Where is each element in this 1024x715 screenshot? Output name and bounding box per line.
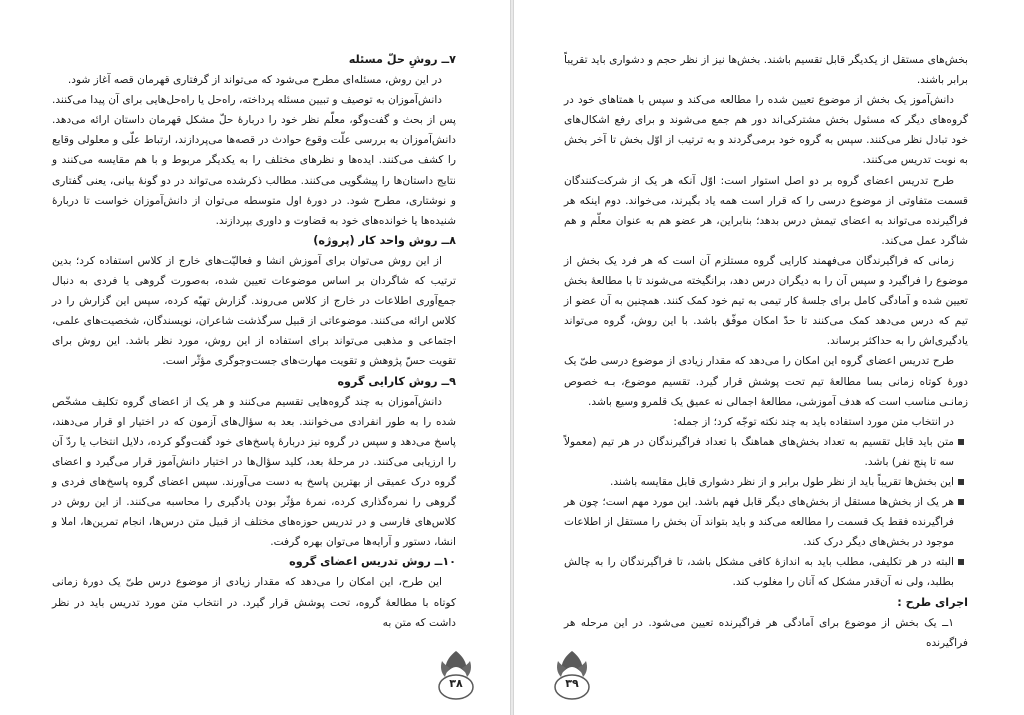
- paragraph: طرح تدریس اعضای گروه بر دو اصل استوار است: اوّل آنکه هر یک از شرکت‌کنندگان قسمت متفاوتی از موضوع درسی را که قرار است همه یاد بگیرند، می‌خواند. دوم اینکه هر فراگیرنده می‌تواند به اعضای تیمش درس بدهد؛ بنابراین، هر عضو هم به عنوان معلّم و هم شاگرد عمل می‌کند.: [564, 174, 968, 247]
- bullet-square-icon: [958, 499, 964, 505]
- bullet-square-icon: [958, 439, 964, 445]
- heading-execution: اجرای طرح :: [897, 595, 968, 609]
- heading-method-10: ۱۰ــ روش تدریس اعضای گروه: [289, 555, 456, 569]
- leaf-ornament-icon: [436, 647, 476, 701]
- left-page: [0, 0, 510, 715]
- paragraph: در این روش، مسئله‌ای مطرح می‌شود که می‌تواند از گرفتاری قهرمان قصه آغاز شود.: [67, 74, 442, 87]
- page-number-badge: [552, 647, 592, 701]
- heading-method-8: ۸ــ روش واحد کار (پروژه): [313, 233, 456, 247]
- bullet-item: این بخش‌ها تقریباً باید از نظر طول برابر و از نظر دشواری قابل مقایسه باشند.: [564, 472, 968, 492]
- page-number: ۳۹: [565, 677, 579, 690]
- bullet-square-icon: [958, 559, 964, 565]
- paragraph: دانش‌آموز یک بخش از موضوع تعیین شده را مطالعه می‌کند و سپس با همتاهای خود در گروه‌های دیگر که مسئول بخش مشترکی‌اند دور هم جمع می‌شوند و برای رفع اشکال‌های خود تبادل نظر می‌کنند. سپس به گروه خود برمی‌گردند و به ترتیب از اوّل بخش تا آخر بخش به نوبت تدریس می‌کنند.: [564, 94, 968, 167]
- paragraph: دانش‌آموزان به توصیف و تبیین مسئله پرداخته، راه‌حل یا راه‌حل‌هایی برای آن پیدا می‌کنند. پس از بحث و گفت‌وگو، معلّم نظر خود را دربارهٔ حلّ مشکل قهرمان داستان ارائه می‌دهد. دانش‌آموزان به بررسی علّت وقوع حوادث در قصه‌ها می‌پردازند، ارتباط علّی و معلولی وقایع را کشف می‌کنند. ایده‌ها و نظرهای مختلف را به یکدیگر مربوط و با هم مقایسه می‌کنند و نتایج داستان‌ها را پیشگویی می‌کنند. مطالب ذکرشده می‌تواند در دو گونهٔ بیانی، یعنی گفتاری و نوشتاری، مطرح شود. در دورهٔ اول متوسطه می‌توان از دانش‌آموزان خواست تا دربارهٔ شنیده‌ها یا خوانده‌های خود به قضاوت و داوری بپردازند.: [52, 94, 456, 227]
- paragraph: بخش‌های مستقل از یکدیگر قابل تقسیم باشند. بخش‌ها نیز از نظر حجم و دشواری باید تقریباً برابر باشند.: [564, 54, 968, 87]
- bullet-item: متن باید قابل تقسیم به تعداد بخش‌های هماهنگ با تعداد فراگیرندگان در هر تیم (معمولاً سه تا پنج نفر) باشد.: [564, 432, 968, 472]
- paragraph: دانش‌آموزان به چند گروه‌هایی تقسیم می‌کنند و هر یک از اعضای گروه تکلیف مشخّص شده را به طور انفرادی می‌خوانند. بعد به سؤال‌های آزمون که در اختیار او قرار می‌دهند، پاسخ می‌دهد و سپس در گروه نیز دربارهٔ پاسخ‌های خود گفت‌وگو کرده، دلایل انتخاب یا ردّ آن را ارزیابی می‌کنند. در مرحلهٔ بعد، کلید سؤال‌ها در اختیار دانش‌آموز قرار می‌گیرد و اعضای گروه درک عمیقی از بهترین پاسخ به دست می‌آورند. سپس اعضای گروه پاسخ‌های فردی و گروهی را نمره‌گذاری کرده، نمرهٔ مؤثّر بودن یادگیری را محاسبه می‌کنند. از این روش در کلاس‌های فارسی و در تدریس حوزه‌های مختلف از قبیل متن درس‌ها، انجام تمرین‌ها، املا و انشا، دستور و آرایه‌ها می‌توان بهره گرفت.: [52, 395, 456, 549]
- page-number: ۳۸: [449, 677, 463, 690]
- bullet-square-icon: [958, 479, 964, 485]
- paragraph: از این روش می‌توان برای آموزش انشا و فعالیّت‌های خارج از کلاس استفاده کرد؛ بدین ترتیب که شاگردان بر اساس موضوعات تعیین شده، به‌صورت گروهی یا فردی به دنبال جمع‌آوری اطلاعات در خارج از کلاس می‌روند. گزارش تهیّه کرده، سپس این گزارش را در کلاس ارائه می‌کنند. موضوعاتی از قبیل سرگذشت شاعران، نویسندگان، شخصیت‌های علمی، اجتماعی و مذهبی می‌تواند برای استفاده از این روش، مورد نظر باشد. این روش برای تقویت حسّ پژوهش و تقویت مهارت‌های جست‌وجوگری مؤثّر است.: [52, 254, 456, 368]
- bullet-item: البته در هر تکلیفی، مطلب باید به اندازهٔ کافی مشکل باشد، تا فراگیرندگان را به چالش بطلبد، ولی نه آن‌قدر مشکل که آنان را مغلوب کند.: [564, 552, 968, 592]
- paragraph: در انتخاب متن مورد استفاده باید به چند نکته توجّه کرد؛ از جمله:: [673, 415, 954, 428]
- heading-method-9: ۹ــ روش کارایی گروه: [337, 374, 456, 388]
- right-page: [514, 0, 1024, 715]
- paragraph: طرح تدریس اعضای گروه این امکان را می‌دهد که مقدار زیادی از موضوع درسی طیّ یک دورهٔ کوتاه زمانی بسا مطالعهٔ تیم تحت پوشش قرار گیرد. تقسیم موضوع، بـه خصوص زمانـی مناسب است که هدف آموزشی، مطالعهٔ اجمالی نه عمیق یک قلمرو وسیع باشد.: [564, 355, 968, 408]
- paragraph: زمانی که فراگیرندگان می‌فهمند کارایی گروه مستلزم آن است که هر فرد یک بخش از موضوع را فراگیرد و سپس آن را به دیگران درس دهد، برانگیخته می‌شوند تا با مطالعهٔ بخش تعیین شده و آمادگی کامل برای جلسهٔ کار تیمی به تیم خود کمک کنند. همچنین به آن عضو از تیم که درس می‌دهد کمک می‌کنند تا حدّ امکان موفّق باشد. با این روش، گروه می‌تواند یادگیری‌اش را به حداکثر برساند.: [564, 254, 968, 348]
- left-page-text: [52, 50, 456, 633]
- leaf-ornament-icon: [552, 647, 592, 701]
- page-number-badge: [436, 647, 476, 701]
- right-page-text: [564, 50, 968, 653]
- bullet-item: هر یک از بخش‌ها مستقل از بخش‌های دیگر قابل فهم باشد. این مورد مهم است؛ چون هر فراگیرنده فقط یک قسمت را مطالعه می‌کند و باید بتواند آن بخش را مستقل از اطلاعات موجود در بخش‌های دیگر درک کند.: [564, 492, 968, 552]
- paragraph: ۱ــ یک بخش از موضوع برای آمادگی هر فراگیرنده تعیین می‌شود. در این مرحله هر فراگیرنده: [564, 616, 968, 649]
- paragraph: این طرح، این امکان را می‌دهد که مقدار زیادی از موضوع درس طیّ یک دورهٔ زمانی کوتاه با مطالعهٔ گروه، تحت پوشش قرار گیرد. در انتخاب متن مورد تدریس باید در نظر داشت که متن به: [52, 576, 456, 629]
- heading-method-7: ۷ــ روشِ حلّ مسئله: [348, 53, 456, 66]
